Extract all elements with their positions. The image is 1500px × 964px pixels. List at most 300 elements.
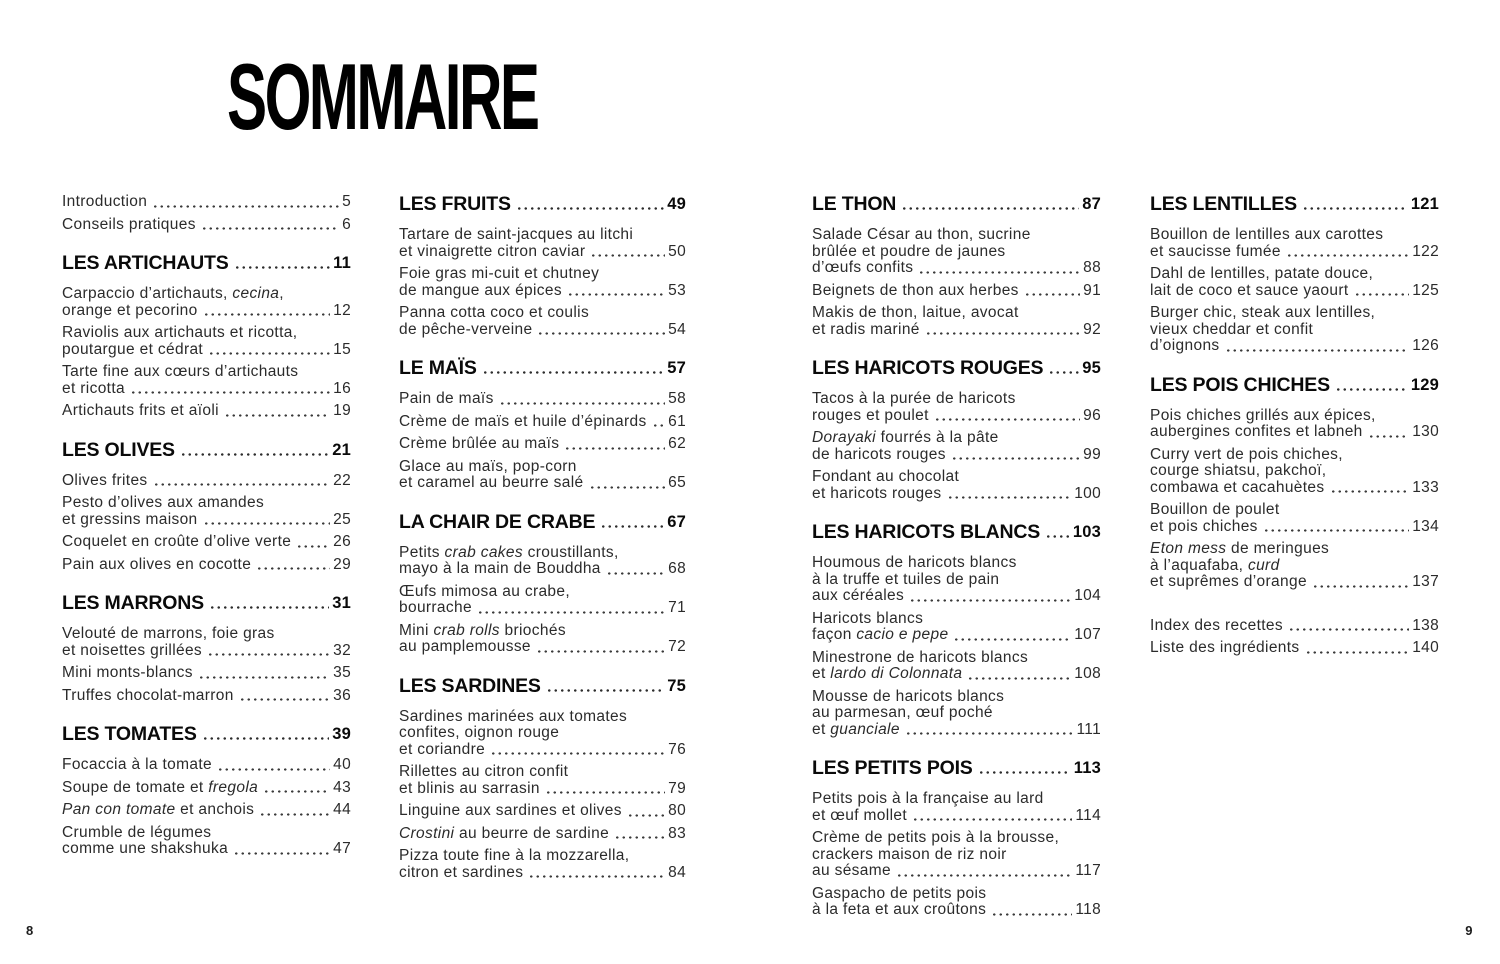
toc-entry-line — [62, 841, 351, 858]
toc-section-page: 21 — [332, 440, 351, 459]
toc-entry-line — [1150, 618, 1439, 635]
toc-entry — [812, 283, 1101, 300]
toc-section-heading — [1150, 194, 1439, 214]
dot-leader — [203, 522, 331, 525]
toc-entry-line: Gaspacho de petits pois — [812, 884, 987, 902]
toc-section-page: 57 — [667, 359, 686, 377]
toc-section-heading — [812, 194, 1101, 214]
toc-section-label: LES LENTILLES — [1150, 193, 1297, 215]
toc-entry-line — [812, 722, 1101, 739]
dot-leader — [536, 650, 665, 653]
dot-leader — [224, 414, 330, 417]
dot-leader — [564, 447, 665, 450]
toc-entry-line — [62, 802, 351, 819]
toc-entry-line — [1150, 283, 1439, 300]
toc-section-label: LES MARRONS — [62, 592, 204, 614]
toc-entry-line: Pesto d’olives aux amandes — [62, 494, 265, 511]
dot-leader — [130, 391, 330, 394]
dot-leader — [1312, 585, 1409, 588]
toc-column — [399, 194, 686, 887]
toc-entry-page: 107 — [1074, 626, 1101, 643]
toc-entry — [399, 414, 686, 431]
toc-entry-line — [812, 863, 1101, 880]
toc-entry-line — [62, 688, 351, 705]
right-page-number: 9 — [1465, 923, 1473, 938]
toc-entry-line — [399, 826, 686, 843]
toc-entry-line — [62, 194, 351, 211]
toc-section-page: 129 — [1410, 375, 1439, 394]
toc-section-label: LES HARICOTS BLANCS — [812, 521, 1041, 543]
dot-leader — [546, 689, 665, 692]
toc-section-page: 95 — [1082, 359, 1101, 377]
toc-entry-line — [812, 486, 1101, 503]
toc-entry — [812, 391, 1101, 424]
toc-entry-text: Pain aux olives en cocotte — [62, 555, 252, 573]
toc-entry-line: Glace au maïs, pop-corn — [399, 457, 577, 475]
dot-leader — [1045, 535, 1070, 538]
toc-entry-page: 111 — [1076, 720, 1101, 738]
toc-entry-text: rouges et poulet — [812, 406, 929, 424]
toc-entry-line — [62, 381, 351, 398]
toc-section-label: LES POIS CHICHES — [1150, 373, 1330, 396]
dot-leader — [207, 653, 330, 656]
dot-leader — [978, 771, 1071, 774]
toc-entry-line: Eton mess de meringues — [1150, 540, 1330, 557]
toc-entry — [812, 227, 1101, 277]
toc-entry-page: 50 — [668, 242, 686, 260]
dot-leader — [490, 752, 665, 755]
toc-entry-line — [1150, 574, 1439, 591]
toc-entry-page: 96 — [1083, 406, 1101, 424]
toc-entry-text: Linguine aux sardines et olives — [399, 802, 622, 819]
toc-entry-text: au sésame — [812, 862, 891, 879]
toc-entry-line — [1150, 640, 1439, 657]
toc-section-page: 11 — [333, 254, 351, 272]
toc-entry-text: Coquelet en croûte d’olive verte — [62, 533, 292, 550]
toc-entry-line: Crème de petits pois à la brousse, — [812, 829, 1060, 846]
toc-entry — [812, 469, 1101, 502]
toc-entry-line: à la truffe et tuiles de pain — [812, 570, 1000, 588]
toc-section-heading — [812, 358, 1101, 378]
toc-entry-line: à l’aquafaba, curd — [1150, 556, 1280, 574]
toc-section-label: LES HARICOTS ROUGES — [812, 357, 1044, 379]
dot-leader — [1048, 371, 1079, 374]
toc-entry-text: Introduction — [62, 193, 148, 210]
toc-entry-page: 140 — [1412, 639, 1439, 656]
toc-section-heading — [399, 676, 686, 696]
dot-leader — [499, 402, 665, 405]
toc-entry-line — [62, 217, 351, 234]
toc-entry — [62, 364, 351, 397]
dot-leader — [912, 818, 1072, 821]
toc-entry-line — [62, 473, 351, 490]
dot-leader — [528, 875, 665, 878]
toc-section-page: 67 — [667, 512, 686, 531]
toc-entry — [1150, 618, 1439, 635]
toc-entry-text: lait de coco et sauce yaourt — [1150, 281, 1349, 299]
toc-entry-line — [399, 391, 686, 408]
toc-entry-page: 138 — [1412, 616, 1439, 634]
toc-section-page: 87 — [1082, 195, 1101, 213]
toc-entry — [399, 227, 686, 260]
dot-leader — [201, 227, 339, 230]
toc-entry-text: Crostini au beurre de sardine — [399, 824, 610, 842]
dot-leader — [951, 457, 1080, 460]
dot-leader — [477, 611, 665, 614]
toc-entry-line — [399, 781, 686, 798]
dot-leader — [1263, 529, 1409, 532]
dot-leader — [991, 913, 1072, 916]
toc-entry-page: 25 — [333, 510, 351, 528]
page-title: SOMMAIRE — [227, 44, 538, 149]
dot-leader — [1330, 490, 1410, 493]
toc-entry-line — [812, 588, 1101, 605]
dot-leader — [925, 332, 1080, 335]
toc-entry-line: Salade César au thon, sucrine — [812, 226, 1031, 243]
toc-entry-line — [812, 260, 1101, 277]
toc-entry-page: 134 — [1412, 517, 1439, 535]
toc-entry-page: 104 — [1074, 587, 1101, 604]
toc-entry-page: 71 — [668, 599, 686, 616]
dot-leader — [627, 814, 665, 817]
toc-section-heading — [62, 253, 351, 273]
toc-entry — [62, 534, 351, 551]
toc-column — [812, 194, 1101, 925]
dot-leader — [482, 371, 665, 374]
toc-entry — [399, 623, 686, 656]
toc-entry — [1150, 408, 1439, 441]
toc-entry — [62, 286, 351, 319]
toc-entry — [1150, 541, 1439, 591]
toc-section-page: 49 — [667, 195, 686, 213]
toc-section-heading — [399, 194, 686, 214]
toc-entry-page: 137 — [1412, 573, 1439, 590]
toc-entry-line — [1150, 424, 1439, 441]
dot-leader — [600, 525, 664, 528]
toc-section-label: LES TOMATES — [62, 723, 197, 745]
toc-entry-page: 125 — [1412, 281, 1439, 299]
toc-entry-line: crackers maison de riz noir — [812, 845, 1007, 863]
toc-entry-page: 92 — [1083, 320, 1101, 338]
toc-entry-page: 15 — [333, 340, 351, 358]
toc-entry-text: et noisettes grillées — [62, 641, 203, 659]
toc-section-page: 31 — [332, 594, 351, 612]
toc-entry-line: Petits crab cakes croustillants, — [399, 543, 619, 561]
toc-entry-page: 108 — [1074, 665, 1101, 682]
toc-entry-line: Fondant au chocolat — [812, 468, 960, 485]
toc-column — [62, 194, 351, 864]
toc-entry-page: 80 — [668, 802, 686, 819]
toc-entry-text: et lardo di Colonnata — [812, 665, 963, 682]
toc-entry — [62, 825, 351, 858]
toc-entry-line — [62, 780, 351, 797]
toc-entry-page: 47 — [333, 840, 351, 857]
toc-entry — [62, 802, 351, 819]
toc-entry-page: 32 — [333, 641, 351, 659]
toc-entry-page: 62 — [668, 435, 686, 452]
toc-entry-text: et caramel au beurre salé — [399, 474, 584, 491]
toc-section-page: 75 — [667, 676, 686, 695]
toc-entry-page: 130 — [1412, 423, 1439, 440]
toc-entry-line: Bouillon de lentilles aux carottes — [1150, 226, 1384, 243]
toc-entry — [812, 830, 1101, 880]
toc-entry — [812, 430, 1101, 463]
toc-entry-text: et radis mariné — [812, 320, 920, 338]
toc-entry-line — [1150, 480, 1439, 497]
dot-leader — [901, 207, 1079, 210]
toc-entry-line: courge shiatsu, pakchoï, — [1150, 462, 1327, 479]
toc-column — [1150, 194, 1439, 663]
toc-entry-text: mayo à la main de Bouddha — [399, 560, 601, 577]
toc-entry-line: Foie gras mi-cuit et chutney — [399, 265, 600, 282]
toc-entry-text: bourrache — [399, 599, 472, 616]
toc-entry-text: Focaccia à la tomate — [62, 756, 213, 773]
toc-entry-page: 54 — [668, 320, 686, 338]
toc-entry-text: Index des recettes — [1150, 616, 1283, 634]
toc-entry-page: 79 — [668, 779, 686, 797]
dot-leader — [1354, 293, 1410, 296]
toc-entry — [62, 325, 351, 358]
toc-section-heading — [812, 522, 1101, 542]
toc-entry — [1150, 266, 1439, 299]
toc-entry-line: Dahl de lentilles, patate douce, — [1150, 265, 1374, 282]
dot-leader — [180, 453, 329, 456]
toc-entry-text: combawa et cacahuètes — [1150, 478, 1325, 496]
toc-entry-line: Houmous de haricots blancs — [812, 554, 1017, 571]
dot-leader — [1305, 651, 1410, 654]
toc-entry — [1150, 305, 1439, 355]
toc-entry — [399, 803, 686, 820]
toc-section-label: LES FRUITS — [399, 193, 511, 215]
toc-entry-text: et saucisse fumée — [1150, 242, 1281, 260]
toc-entry-page: 118 — [1075, 901, 1101, 918]
toc-entry — [1150, 447, 1439, 497]
toc-entry — [62, 217, 351, 234]
toc-entry — [62, 780, 351, 797]
toc-entry-page: 91 — [1083, 281, 1101, 299]
toc-entry-page: 84 — [668, 863, 686, 881]
toc-entry — [399, 266, 686, 299]
toc-entry-text: Crème de maïs et huile d’épinards — [399, 412, 647, 430]
toc-entry-text: et suprêmes d’orange — [1150, 573, 1307, 590]
toc-entry-text: et guanciale — [812, 720, 900, 738]
dot-leader — [152, 205, 339, 208]
dot-leader — [953, 638, 1071, 641]
toc-entry-page: 68 — [668, 560, 686, 577]
toc-entry — [399, 848, 686, 881]
toc-entry-page: 29 — [333, 555, 351, 573]
toc-entry — [812, 611, 1101, 644]
toc-entry-line — [62, 643, 351, 660]
toc-entry — [62, 757, 351, 774]
toc-entry-line — [812, 447, 1101, 464]
toc-entry — [399, 584, 686, 617]
toc-entry-text: de haricots rouges — [812, 445, 946, 463]
toc-entry-page: 12 — [333, 301, 351, 319]
dot-leader — [263, 790, 330, 793]
toc-section-label: LE MAÏS — [399, 357, 477, 379]
toc-entry-line — [62, 403, 351, 420]
dot-leader — [918, 271, 1080, 274]
toc-entry-page: 117 — [1075, 862, 1101, 879]
toc-entry-page: 83 — [668, 824, 686, 842]
toc-entry-line: Raviolis aux artichauts et ricotta, — [62, 324, 298, 341]
toc-entry — [812, 886, 1101, 919]
dot-leader — [259, 813, 330, 816]
toc-entry — [399, 545, 686, 578]
toc-entry-line — [399, 244, 686, 261]
toc-entry-line — [62, 534, 351, 551]
toc-entry-page: 65 — [668, 474, 686, 491]
dot-leader — [1335, 388, 1408, 391]
toc-entry — [62, 194, 351, 211]
toc-entry-line — [62, 557, 351, 574]
toc-entry-line — [62, 342, 351, 359]
dot-leader — [256, 567, 330, 570]
toc-entry — [1150, 640, 1439, 657]
toc-entry — [62, 626, 351, 659]
dot-leader — [909, 599, 1071, 602]
toc-entry-page: 126 — [1412, 337, 1439, 354]
dot-leader — [1302, 207, 1408, 210]
toc-entry — [62, 557, 351, 574]
toc-entry-line — [812, 283, 1101, 300]
toc-entry-text: et haricots rouges — [812, 484, 942, 502]
toc-entry-line: Rillettes au citron confit — [399, 763, 569, 780]
toc-entry-page: 26 — [333, 533, 351, 550]
toc-entry-line: Dorayaki fourrés à la pâte — [812, 429, 999, 446]
toc-entry-line: Velouté de marrons, foie gras — [62, 625, 275, 642]
dot-leader — [202, 737, 330, 740]
dot-leader — [537, 332, 665, 335]
toc-entry-text: et ricotta — [62, 379, 125, 397]
toc-entry-text: et pois chiches — [1150, 517, 1258, 535]
toc-section-label: LA CHAIR DE CRABE — [399, 510, 596, 533]
toc-entry-text: de mangue aux épices — [399, 281, 562, 299]
dot-leader — [198, 676, 330, 679]
toc-entry — [1150, 227, 1439, 260]
toc-entry-line: Curry vert de pois chiches, — [1150, 445, 1343, 463]
dot-leader — [153, 483, 331, 486]
toc-entry-line: Burger chic, steak aux lentilles, — [1150, 304, 1376, 321]
toc-entry-text: Olives frites — [62, 471, 148, 489]
toc-entry-text: de pêche-verveine — [399, 320, 533, 338]
dot-leader — [1225, 349, 1410, 352]
toc-entry — [399, 391, 686, 408]
dot-leader — [203, 313, 331, 316]
dot-leader — [234, 266, 331, 269]
toc-section-heading — [399, 358, 686, 378]
toc-entry-line — [62, 512, 351, 529]
toc-entry-text: Truffes chocolat-marron — [62, 686, 234, 704]
toc-entry-line: Mini crab rolls briochés — [399, 621, 566, 639]
toc-entry-line: Tartare de saint-jacques au litchi — [399, 226, 634, 243]
toc-entry-page: 114 — [1075, 806, 1101, 824]
toc-entry-line: au parmesan, œuf poché — [812, 704, 993, 721]
toc-entry — [399, 764, 686, 797]
toc-entry — [1150, 502, 1439, 535]
toc-entry-page: 22 — [333, 471, 351, 489]
dot-leader — [239, 698, 330, 701]
toc-entry-line — [399, 639, 686, 656]
toc-entry-page: 16 — [333, 379, 351, 397]
toc-entry-line — [812, 408, 1101, 425]
toc-entry-line — [812, 902, 1101, 919]
toc-entry — [399, 305, 686, 338]
toc-entry-page: 88 — [1083, 259, 1101, 276]
toc-entry-text: poutargue et cédrat — [62, 340, 204, 358]
toc-section-heading — [62, 440, 351, 460]
toc-section-label: LES OLIVES — [62, 438, 175, 461]
toc-entry-line: Œufs mimosa au crabe, — [399, 582, 571, 600]
dot-leader — [1286, 254, 1409, 257]
toc-entry-line: Makis de thon, laitue, avocat — [812, 304, 1019, 321]
toc-entry-text: aubergines confites et labneh — [1150, 423, 1363, 440]
toc-entry — [399, 459, 686, 492]
toc-entry-line — [399, 803, 686, 820]
toc-entry-line — [399, 436, 686, 453]
toc-entry-line: Crumble de légumes — [62, 823, 212, 841]
toc-entry-text: citron et sardines — [399, 863, 524, 881]
toc-entry-text: Liste des ingrédients — [1150, 639, 1300, 656]
dot-leader — [1368, 435, 1410, 438]
toc-entry-text: à la feta et aux croûtons — [812, 901, 987, 918]
toc-entry-line — [399, 600, 686, 617]
toc-entry — [812, 791, 1101, 824]
toc-entry-line: vieux cheddar et confit — [1150, 320, 1314, 338]
dot-leader — [217, 768, 330, 771]
toc-entry-line — [399, 742, 686, 759]
toc-entry-line: Carpaccio d’artichauts, cecina, — [62, 285, 284, 302]
toc-entry-line — [399, 475, 686, 492]
toc-entry-page: 43 — [333, 778, 351, 796]
toc-entry-line — [812, 322, 1101, 339]
toc-section-heading — [62, 593, 351, 613]
toc-section-page: 103 — [1072, 523, 1101, 541]
toc-entry-line: confites, oignon rouge — [399, 724, 560, 741]
toc-entry-line: Tarte fine aux cœurs d’artichauts — [62, 363, 299, 380]
toc-entry-page: 40 — [333, 756, 351, 773]
toc-entry-text: Pain de maïs — [399, 390, 494, 407]
toc-entry-line: Panna cotta coco et coulis — [399, 304, 590, 321]
toc-entry-text: et blinis au sarrasin — [399, 779, 540, 797]
toc-entry-text: au pamplemousse — [399, 638, 531, 655]
toc-section-heading — [62, 724, 351, 744]
toc-entry-line — [812, 666, 1101, 683]
toc-entry-line — [399, 561, 686, 578]
toc-entry-line — [1150, 338, 1439, 355]
toc-entry-page: 76 — [668, 740, 686, 758]
toc-entry-page: 122 — [1412, 242, 1439, 260]
toc-section-label: LES SARDINES — [399, 674, 541, 697]
toc-entry-text: et vinaigrette citron caviar — [399, 242, 586, 260]
left-page-number: 8 — [26, 923, 34, 938]
toc-entry-text: Pan con tomate et anchois — [62, 801, 255, 818]
toc-entry-line: Tacos à la purée de haricots — [812, 390, 1016, 407]
toc-entry — [62, 495, 351, 528]
toc-entry — [812, 305, 1101, 338]
toc-entry-page: 100 — [1074, 484, 1101, 502]
toc-entry-line — [1150, 244, 1439, 261]
toc-entry-page: 72 — [668, 638, 686, 655]
toc-entry-line — [62, 303, 351, 320]
toc-entry — [399, 436, 686, 453]
toc-entry-page: 35 — [333, 664, 351, 681]
toc-entry-line: Bouillon de poulet — [1150, 501, 1280, 518]
toc-entry — [399, 826, 686, 843]
dot-leader — [209, 606, 329, 609]
dot-leader — [896, 874, 1072, 877]
